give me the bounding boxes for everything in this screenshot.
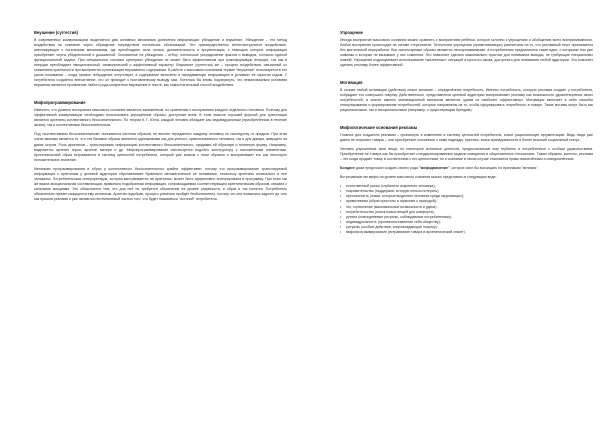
emphasis-term: "мифодвижение" <box>418 166 450 170</box>
section-suggestion <box>34 30 287 88</box>
list-item: • престижность (знаки, которые выделяют человека среди окружающих); <box>340 194 593 199</box>
section-simplification <box>340 30 593 68</box>
paragraph: Иногда восприятие массового сознания можно сравнить с восприятием ребёнка, которое склонно к упрощению и обобщению всего воспринимаемого. Любое восприятие происходит на основе стереотипов. Технологии упрощения (примитивизации) рассчитаны на то, что рекламный текст принимается без критической переработки. Все используемые образы являются легкоузнаваемыми, а потребителям предлагаются такие идеи, с которыми они уже знакомы и которые не вызывают у них сомнения. Это позволяет сделать максимально простые для понимания выводы, не требующие специальных знаний. Упрощение подразумевает использование «жизненных» ситуаций и простого языка, доступного для понимания любой аудитории. Это помогает сделать рекламу более эффективной. <box>340 37 593 67</box>
paragraph: В основе любой мотивации (действия) лежит желание – определённая потребность. Именно потребность, которую реклама создаёт у потребителя, побуждает его совершить покупку. Действительно, представители целевой аудитории воспринимают рекламу как возможность удовлетворения своих потребностей, а значит именно мотивационный механизм является одним из наиболее эффективных. Мотивация включает в себя способы стимулирования и формирования потребностей, которые направлены на то, чтобы сформировать потребность в товаре. Такие мотивы могут быть как рациональными, так и эмоциональными (например, к существующим брендам). <box>340 87 593 112</box>
list-item: • ритуалы (особые действия, сопровождающие покупку); <box>340 225 593 230</box>
paragraph: Под «коллективным бессознательным» понимается система образов, не вполне переданных каждому человеку по наследству от предков. При этом очень важным является то, что эти базовые образы являются одинаковыми как для ученого, цивилизованного человека, так и для дикаря, живущего на дикие остров. Роль архетипов – транслировать информацию коллективного бессознательного, придавая ей образную и понятную форму. Например, выделяется архетип героя, архетип матери и др. Мифопрограммирование используется подобно конструктору с наложенными элементами. Архетипический образ встраивается в систему ценностей потребителя, который уже знаком с этим образом и воспринимает его как некоторое положительное значение. <box>34 132 287 162</box>
myth-list <box>340 184 593 235</box>
list-item: • примитивизм (образ простоты и гармонии с природой); <box>340 199 593 204</box>
paragraph: Известно, что уровень восприятия массового сознания является заниженным, по сравнению с восприятием каждого отдельного человека. Поэтому для эффективной коммуникации необходимо использовать упрощённые образы, доступные всем. В этом смысле хорошей формой для трансляции является архетипы коллективного бессознательного. По теории К. Г. Юнга, каждый человек обладает как индивидуальным (приобретённым в течение жизни), так и коллективным бессознательным. <box>34 107 287 128</box>
paragraph: Механизм программирования в образ у коллективного бессознательного крайне эффективен, потому что программирование транслируемой информации к архетипам у целевой аудитории обуславливает буквально автоматическое ее понимание, поскольку архетипы изначально в нее заложены. Потребительская интерпретация, которая выстраивается на архетипах, может быть эффективно интегрирована в программу. При этом так же важна эмоциональная составляющая: правильно подобранная информация, сопровождаемая соответствующим архетипическим образом, связана с сильными эмоциями. Это объясняется тем, что для неё не требуется объяснения на уровне разумности, а образ и так понятен. Потребитель обязательно примет кажущееся ему истинным. Архетип подобран, процесс усвоения пройдёт безболезненно, потому что они появились задолго до того как пришла реклама и уже являются неотъемлемой частью того, что будет называться "истиной" потребителя. <box>34 166 287 202</box>
section-title: Упрощение <box>340 30 363 35</box>
list-item: • эго, стремление (максимальные возможности и удачи); <box>340 205 593 210</box>
paragraph: Человек улучшенные свои вещи, но некоторые истинные ценности, предпочитаемые ему глубинно и потребленные с особым удовольствием. Приобретение не товара как бы приобретает стандартизированные модели поведения в общественных отношениях. Таким образом, конечно, реклама – это когда продаёт товар в соответствии с его ценностями, но и сознание в таком случае становится прямо вовлечённым и осведомлённым. <box>340 146 593 161</box>
list-item: • естественный рынок (глубинное искреннее человека); <box>340 184 593 189</box>
author-name: Болдинг <box>340 166 355 170</box>
section-title: Мотивация <box>340 80 363 86</box>
section-motivation <box>340 80 593 113</box>
section-myth-programming <box>34 100 287 202</box>
paragraph: В современных коммуникациях выделяется два основных механизма донесения информации: убеждение и внушение. Убеждение – это метод воздействия на сознание через обращение посредством логических обоснований. Это преимущественно интеллектуальное воздействие, апеллирующее к логическим механизмам, где преобладают сила логики, доказательность и аргументация, с помощью которых информация приобретает черты убедительной и доказанной. Основанное на убеждении – отбор, логическое упорядочение фактов и выводов, согласно единой функциональной задаче. При специальных силовых критериях убеждения не может быть эффективным при трансформации инерции, так как в инерции преобладает эмоциональный, символический и аффективный характер. Внушение (суггестия) же – процесс воздействия, связанный со снижением критичности при восприятии и реализации внушаемого содержания. В работе с массовым сознанием термин "внушение" используется в его узком понимании – когда прямое побуждение отсутствует, а содержание включено в передаваемую информацию в условиях ее скрытия кодом. У потребителя создаётся впечатление, что он приходит к поставленному выводу сам. Хотелось бы вновь подчеркнуть, что немаловажным условием внушения является проявление любого рода конкретное выражение в тексте, как самостоятельный способ воздействия. <box>34 37 287 88</box>
paragraph <box>340 166 593 171</box>
paragraph: Главное для создателя рекламы – проникнуть в изменение в систему ценностей потребителя, иначе рациональную аргументацию. Ведь люди уже давно не покупают товары – они приобретают сознанные с ними надежды, престиж, знаки принадлежности и более высокий социальный статус. <box>340 132 593 142</box>
list-item: • рутина (повседневные ритуалы, соблюдаемые потребителями); <box>340 215 593 220</box>
left-column <box>34 30 287 209</box>
section-title: Мифологические основания рекламы <box>340 125 418 131</box>
right-column <box>340 30 593 241</box>
list-item: • покровительство (поддержка, которую нельзя потерять); <box>340 189 593 194</box>
list-item: • мифопрограммирование (встраивание товара в архетипический сюжет). <box>340 230 593 235</box>
paragraph-text: , которое смог бы восхищать по признакам "величия". <box>449 166 539 170</box>
list-item: • индивидуальность (противопоставление себя обществу); <box>340 220 593 225</box>
section-mythological-foundations <box>340 125 593 235</box>
paragraph-text: даже предложил создать своего рода <box>354 166 419 170</box>
list-item: • потребительство (поиск новых вещей для комфорта); <box>340 210 593 215</box>
paragraph: Встречаемые им мифы на уровне массового сознания можно представить в следующем виде: <box>340 175 497 180</box>
section-title: Мифопрограммирование <box>34 100 86 106</box>
section-title: Внушение (суггестия) <box>34 30 78 35</box>
